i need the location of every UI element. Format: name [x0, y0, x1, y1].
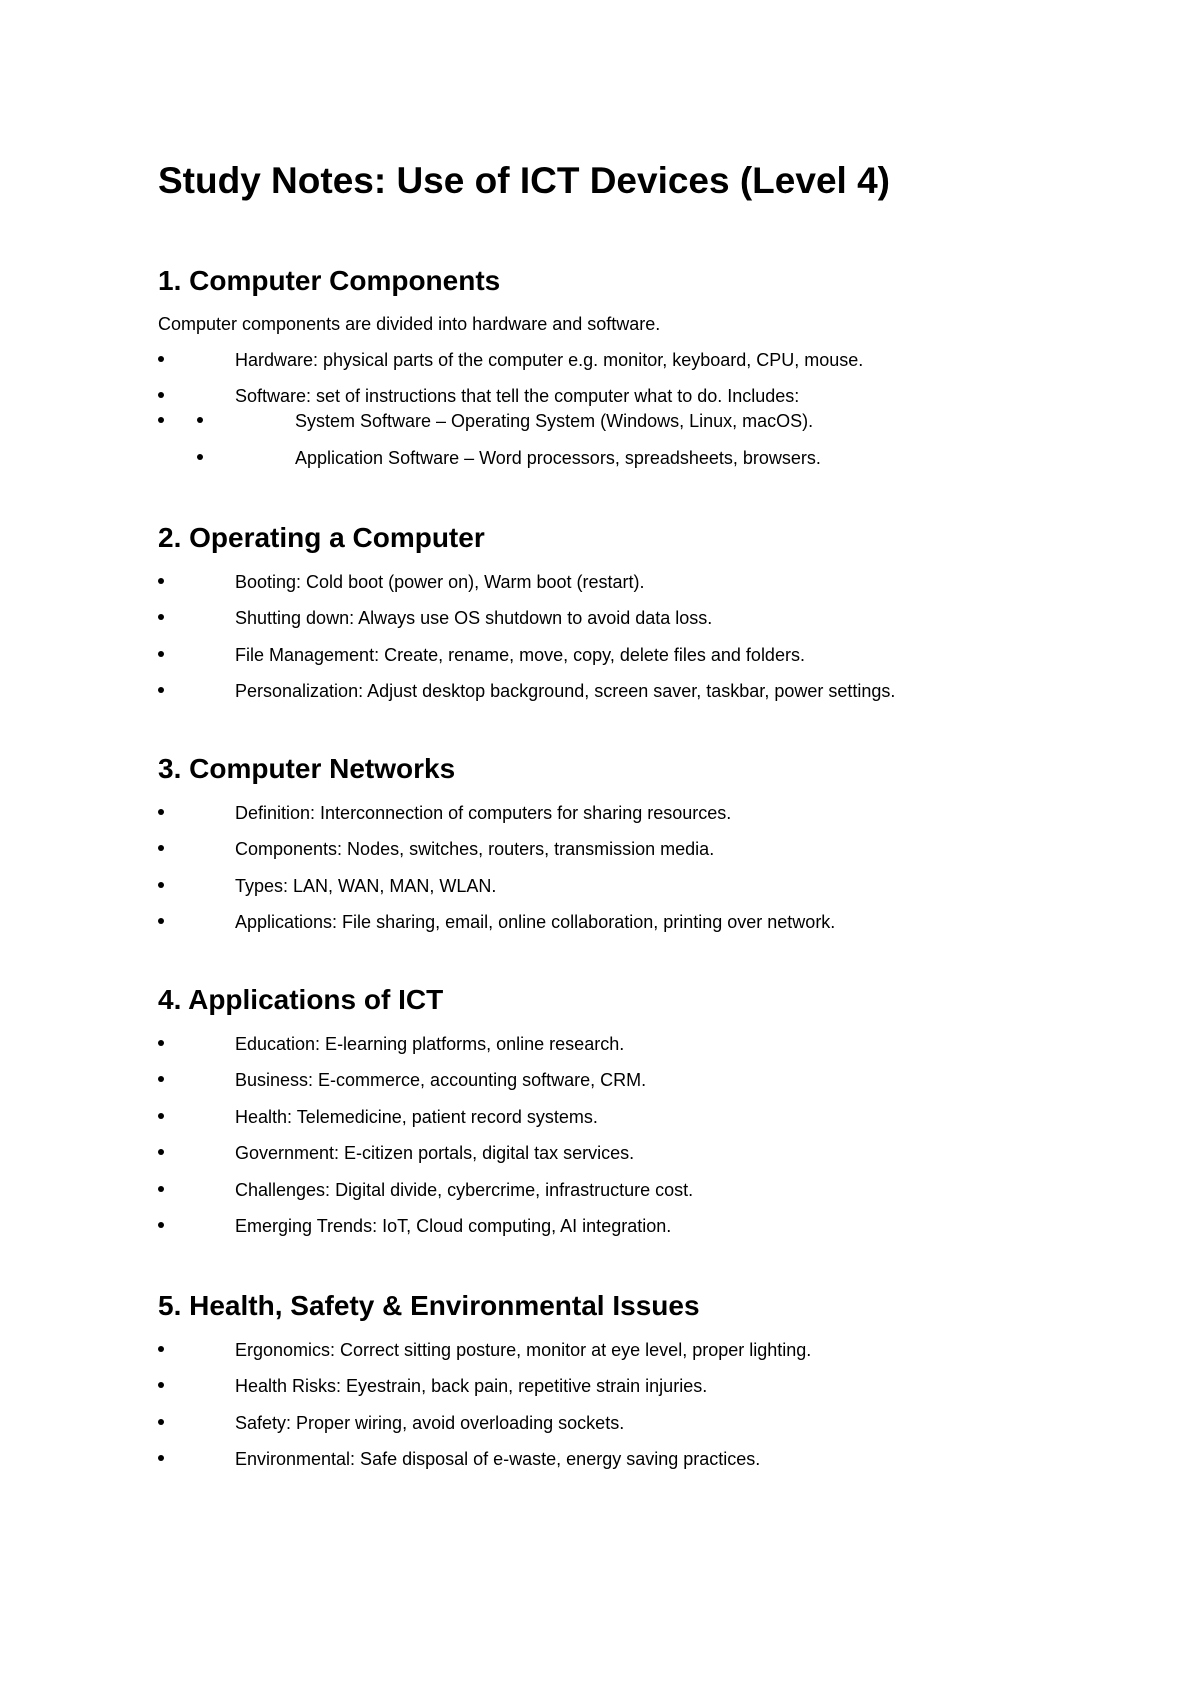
- list-item: [158, 606, 1158, 630]
- bullet-icon: [158, 392, 164, 398]
- list-item: [158, 801, 1158, 825]
- list-item: [158, 1214, 1158, 1238]
- bullet-icon: [158, 1346, 164, 1352]
- list-item: [158, 1338, 1158, 1362]
- list-item: [158, 874, 1158, 898]
- list-item: [158, 1447, 1158, 1471]
- list-item: [158, 837, 1158, 861]
- section-heading-operating-a-computer: 2. Operating a Computer: [158, 522, 485, 553]
- list-item: [158, 384, 1158, 408]
- bullet-icon: [158, 614, 164, 620]
- list-item-text: Personalization: Adjust desktop background, screen saver, taskbar, power settings.: [235, 681, 896, 701]
- bullet-icon: [158, 1382, 164, 1388]
- list-item-text: Emerging Trends: IoT, Cloud computing, AI integration.: [235, 1216, 672, 1236]
- list-item-empty: [158, 409, 197, 433]
- bullet-icon: [197, 417, 203, 423]
- list-item-text: Safety: Proper wiring, avoid overloading sockets.: [235, 1413, 625, 1433]
- list-item-text: Government: E-citizen portals, digital tax services.: [235, 1143, 635, 1163]
- bullet-icon: [197, 454, 203, 460]
- list-item: [158, 643, 1158, 667]
- sub-list-item: [197, 409, 1097, 433]
- section-intro: Computer components are divided into hardware and software.: [158, 314, 661, 334]
- list-item: [158, 570, 1158, 594]
- list-item: [158, 1105, 1158, 1129]
- bullet-icon: [158, 1222, 164, 1228]
- bullet-icon: [158, 918, 164, 924]
- bullet-icon: [158, 356, 164, 362]
- sub-list-item: [197, 446, 1097, 470]
- list-item-text: Shutting down: Always use OS shutdown to avoid data loss.: [235, 608, 713, 628]
- bullet-icon: [158, 882, 164, 888]
- list-item-text: Challenges: Digital divide, cybercrime, infrastructure cost.: [235, 1180, 694, 1200]
- list-item-text: Business: E-commerce, accounting software, CRM.: [235, 1070, 647, 1090]
- list-item: [158, 1032, 1158, 1056]
- list-item-text: Software: set of instructions that tell the computer what to do. Includes:: [235, 386, 800, 406]
- bullet-icon: [158, 1040, 164, 1046]
- section-heading-computer-components: 1. Computer Components: [158, 265, 501, 296]
- sub-list-item-text: Application Software – Word processors, spreadsheets, browsers.: [295, 448, 821, 468]
- section-heading-health-safety-environment: 5. Health, Safety & Environmental Issues: [158, 1290, 700, 1321]
- list-item-text: Types: LAN, WAN, MAN, WLAN.: [235, 876, 497, 896]
- bullet-icon: [158, 1113, 164, 1119]
- section-heading-computer-networks: 3. Computer Networks: [158, 753, 456, 784]
- list-item-text: Environmental: Safe disposal of e-waste, energy saving practices.: [235, 1449, 761, 1469]
- list-item: [158, 1068, 1158, 1092]
- list-item: [158, 1374, 1158, 1398]
- section-heading-applications-of-ict: 4. Applications of ICT: [158, 984, 444, 1015]
- bullet-icon: [158, 1149, 164, 1155]
- list-item-text: Components: Nodes, switches, routers, transmission media.: [235, 839, 715, 859]
- bullet-icon: [158, 651, 164, 657]
- bullet-icon: [158, 578, 164, 584]
- list-item: [158, 1141, 1158, 1165]
- list-item: [158, 679, 1158, 703]
- bullet-icon: [158, 1455, 164, 1461]
- list-item-text: Ergonomics: Correct sitting posture, monitor at eye level, proper lighting.: [235, 1340, 812, 1360]
- bullet-icon: [158, 1076, 164, 1082]
- bullet-icon: [158, 417, 164, 423]
- bullet-icon: [158, 687, 164, 693]
- sub-list-item-text: System Software – Operating System (Windows, Linux, macOS).: [295, 411, 814, 431]
- list-item-text: Health Risks: Eyestrain, back pain, repetitive strain injuries.: [235, 1376, 708, 1396]
- bullet-icon: [158, 845, 164, 851]
- list-item-text: File Management: Create, rename, move, copy, delete files and folders.: [235, 645, 805, 665]
- list-item-text: Education: E-learning platforms, online research.: [235, 1034, 625, 1054]
- bullet-icon: [158, 809, 164, 815]
- list-item-text: Applications: File sharing, email, online collaboration, printing over network.: [235, 912, 836, 932]
- list-item: [158, 910, 1158, 934]
- list-item-text: Hardware: physical parts of the computer e.g. monitor, keyboard, CPU, mouse.: [235, 350, 864, 370]
- list-item-text: Booting: Cold boot (power on), Warm boot (restart).: [235, 572, 645, 592]
- bullet-icon: [158, 1186, 164, 1192]
- list-item: [158, 348, 1158, 372]
- list-item: [158, 1411, 1158, 1435]
- page-title: Study Notes: Use of ICT Devices (Level 4): [158, 160, 890, 201]
- bullet-icon: [158, 1419, 164, 1425]
- list-item-text: Definition: Interconnection of computers for sharing resources.: [235, 803, 732, 823]
- list-item: [158, 1178, 1158, 1202]
- list-item-text: Health: Telemedicine, patient record systems.: [235, 1107, 598, 1127]
